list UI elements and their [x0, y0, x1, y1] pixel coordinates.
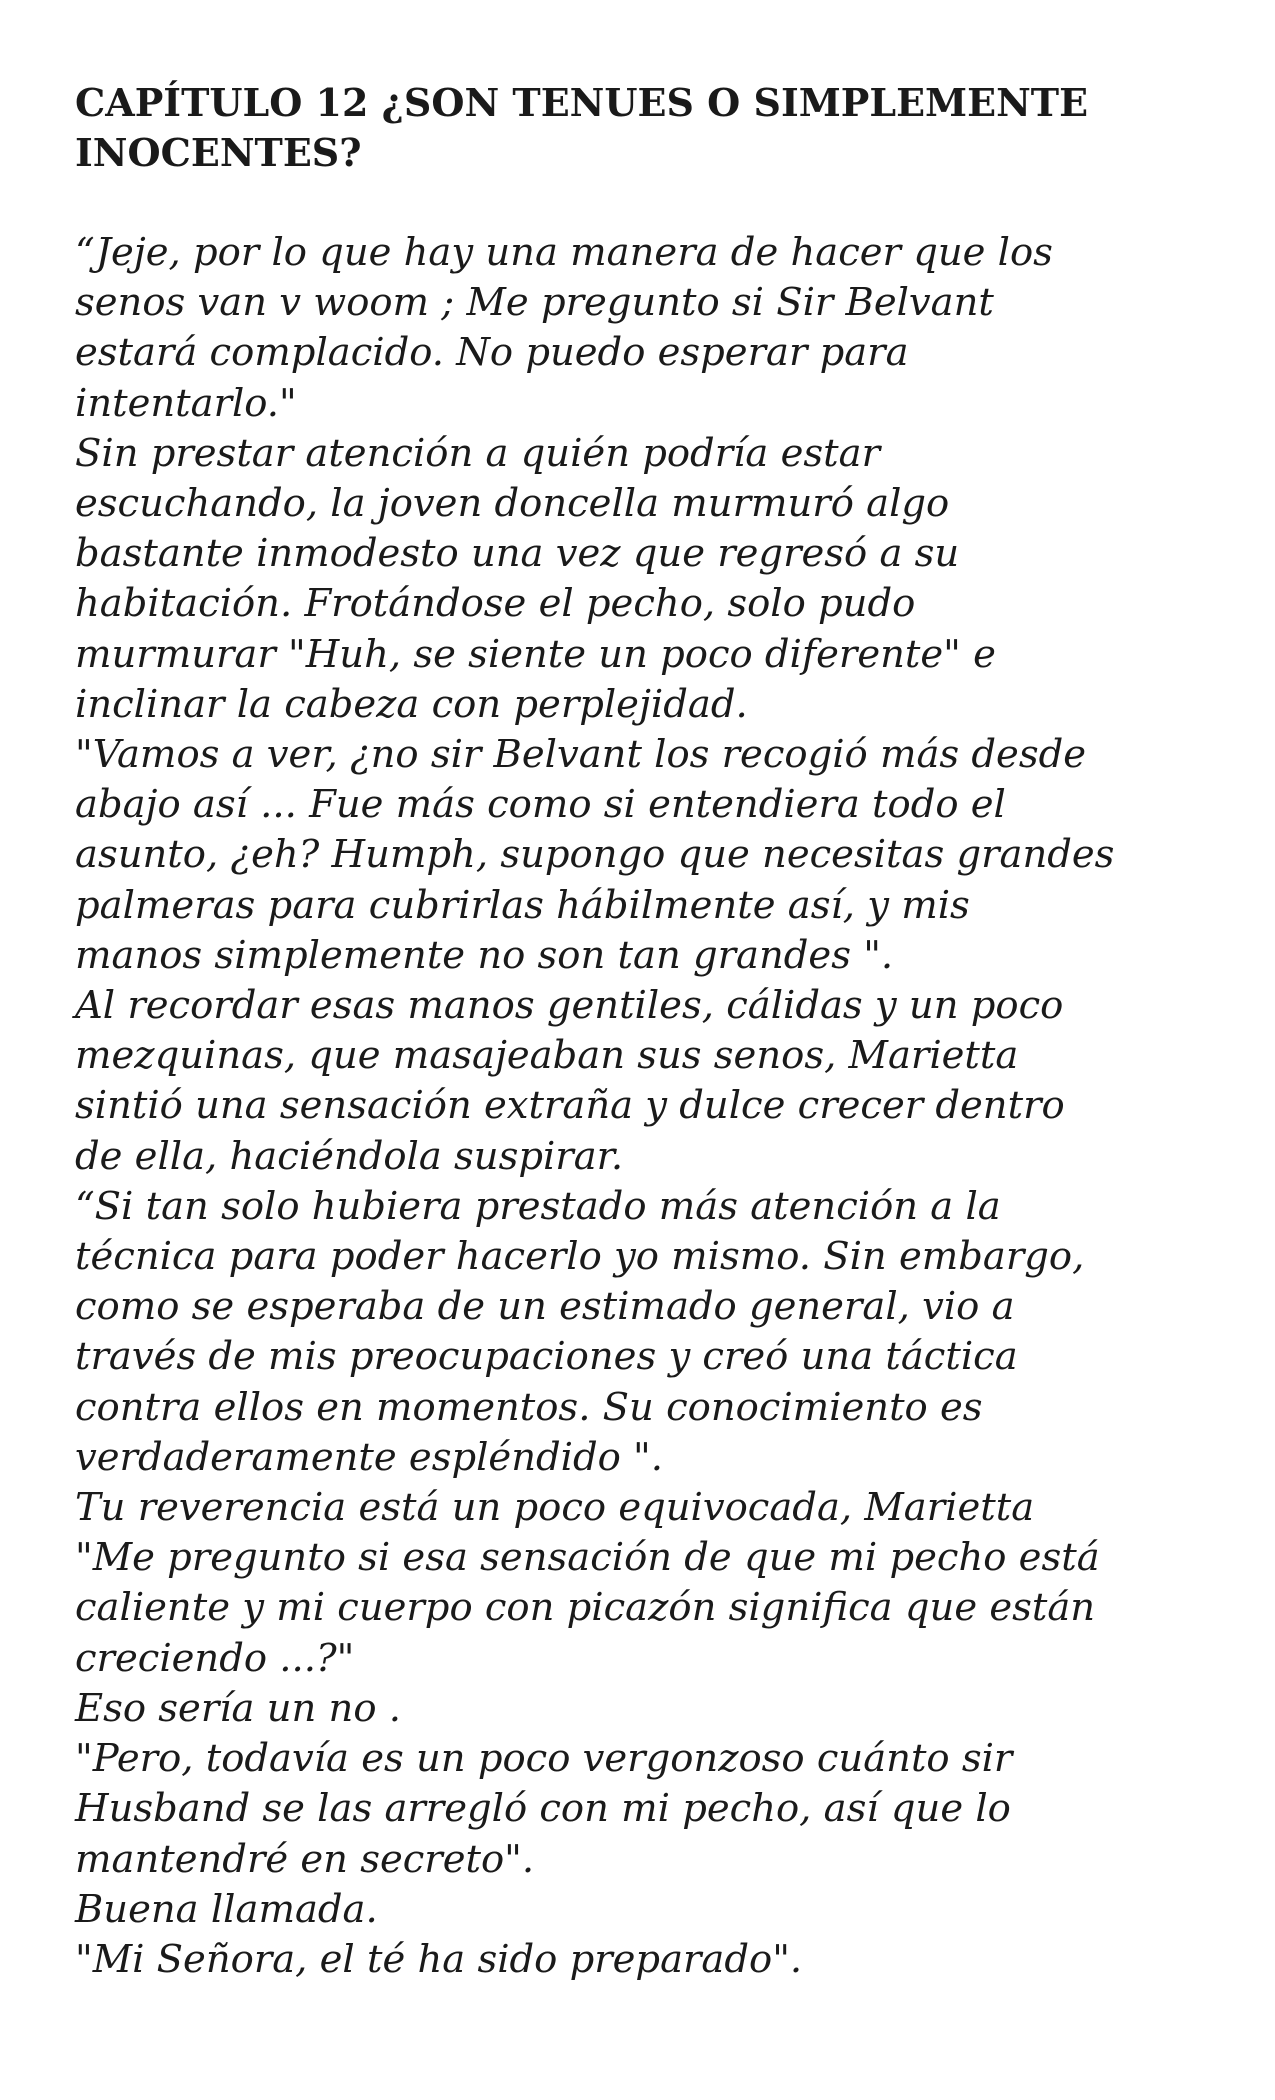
paragraph	[75, 981, 1225, 1182]
text-line: habitación. Frotándose el pecho, solo pudo	[75, 581, 916, 627]
text-line: palmeras para cubrirlas hábilmente así, y mis	[75, 882, 970, 928]
paragraph	[75, 1684, 1225, 1734]
paragraph	[75, 1533, 1225, 1684]
chapter-title-line: INOCENTES?	[75, 130, 362, 175]
text-line: sintió una sensación extraña y dulce crecer dentro	[75, 1083, 1065, 1129]
text-line: Al recordar esas manos gentiles, cálidas y un poco	[75, 983, 1064, 1029]
text-line: Tu reverencia está un poco equivocada, Marietta	[75, 1485, 1035, 1531]
text-line: abajo así ... Fue más como si entendiera todo el	[75, 782, 1006, 828]
text-line: "Me pregunto si esa sensación de que mi pecho está	[75, 1535, 1100, 1581]
text-line: “Jeje, por lo que hay una manera de hacer que los	[75, 230, 1053, 275]
text-line: estará complacido. No puedo esperar para	[75, 330, 909, 376]
chapter-title	[75, 78, 1225, 178]
chapter-title-line: CAPÍTULO 12 ¿SON TENUES O SIMPLEMENTE	[75, 80, 1089, 125]
text-line: Husband se las arregló con mi pecho, así que lo	[75, 1786, 1011, 1832]
text-line: senos van v woom ; Me pregunto si Sir Belvant	[75, 280, 994, 326]
text-line: “Si tan solo hubiera prestado más atención a la	[75, 1183, 1001, 1229]
document-page	[75, 78, 1225, 1985]
text-line: escuchando, la joven doncella murmuró algo	[75, 481, 950, 527]
text-line: técnica para poder hacerlo yo mismo. Sin embargo,	[75, 1234, 1085, 1280]
text-line: contra ellos en momentos. Su conocimiento es	[75, 1384, 983, 1430]
text-line: verdaderamente espléndido ".	[75, 1434, 663, 1480]
paragraph	[75, 1885, 1225, 1935]
paragraph	[75, 1182, 1225, 1483]
text-line: murmurar "Huh, se siente un poco diferente" e	[75, 631, 996, 677]
paragraph	[75, 228, 1225, 429]
text-line: intentarlo."	[75, 380, 297, 426]
paragraph	[75, 429, 1225, 730]
text-line: asunto, ¿eh? Humph, supongo que necesitas grandes	[75, 832, 1115, 878]
text-line: mantendré en secreto".	[75, 1836, 535, 1882]
text-line: "Pero, todavía es un poco vergonzoso cuánto sir	[75, 1736, 1013, 1782]
text-line: de ella, haciéndola suspirar.	[75, 1133, 624, 1179]
text-line: creciendo ...?"	[75, 1635, 355, 1681]
paragraph	[75, 1483, 1225, 1533]
text-line: Buena llamada.	[75, 1886, 378, 1932]
text-line: Eso sería un no .	[75, 1685, 402, 1731]
text-line: "Mi Señora, el té ha sido preparado".	[75, 1936, 803, 1982]
text-line: inclinar la cabeza con perplejidad.	[75, 681, 748, 727]
text-line: través de mis preocupaciones y creó una táctica	[75, 1334, 1018, 1380]
text-line: "Vamos a ver, ¿no sir Belvant los recogió más desde	[75, 732, 1087, 778]
paragraph	[75, 1734, 1225, 1885]
paragraph	[75, 730, 1225, 981]
text-line: caliente y mi cuerpo con picazón significa que están	[75, 1585, 1096, 1631]
text-line: manos simplemente no son tan grandes ".	[75, 932, 894, 978]
text-line: como se esperaba de un estimado general, vio a	[75, 1284, 1015, 1330]
paragraph	[75, 1935, 1225, 1985]
text-line: mezquinas, que masajeaban sus senos, Marietta	[75, 1033, 1019, 1079]
chapter-body	[75, 228, 1225, 1985]
text-line: Sin prestar atención a quién podría estar	[75, 430, 880, 476]
text-line: bastante inmodesto una vez que regresó a su	[75, 531, 960, 577]
